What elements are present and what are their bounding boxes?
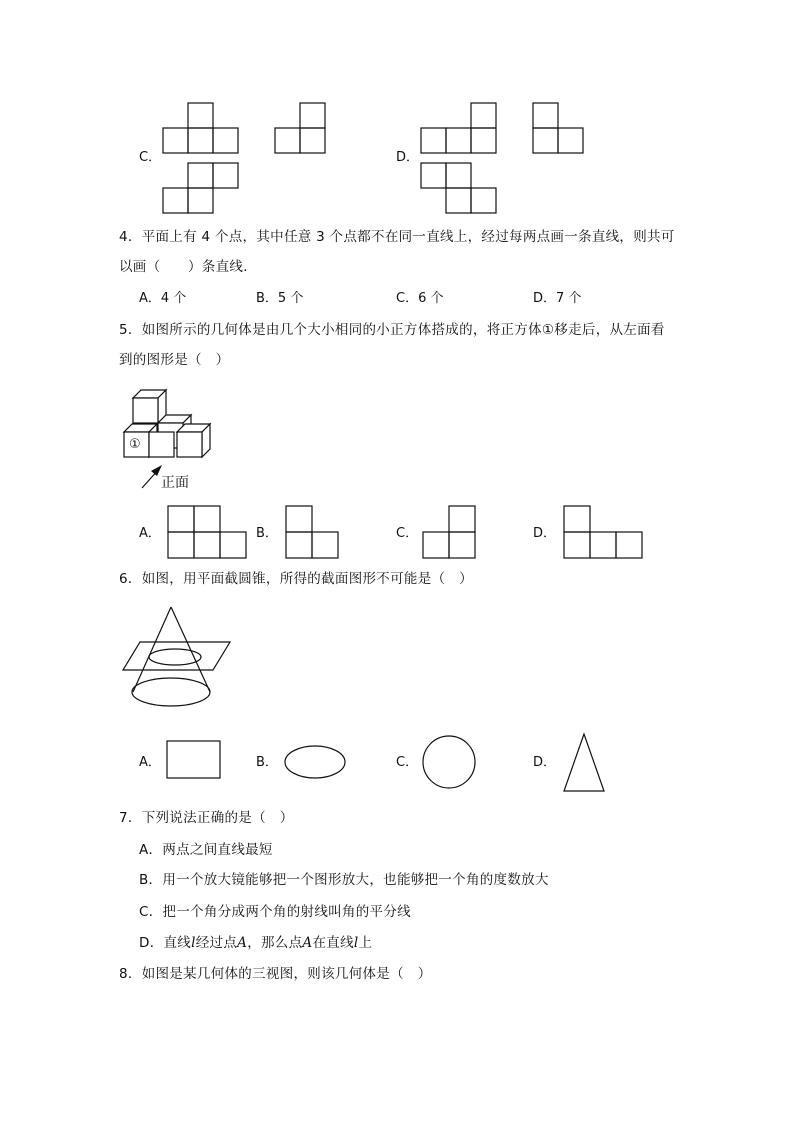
q6-option-c-label: C． bbox=[396, 755, 419, 770]
q7-stem: 7．下列说法正确的是（ ） bbox=[119, 810, 294, 826]
q3-option-d-label: D． bbox=[396, 150, 420, 165]
q6-stem: 6．如图，用平面截圆锥，所得的截面图形不可能是（ ） bbox=[119, 571, 473, 587]
q3-option-c-label: C． bbox=[139, 150, 162, 165]
q4-option-b: B．5 个 bbox=[256, 291, 304, 306]
q4-option-c: C．6 个 bbox=[396, 291, 444, 306]
q5-option-d-label: D． bbox=[533, 526, 557, 541]
q6-option-d-triangle bbox=[564, 734, 604, 791]
q6-option-b-label: B． bbox=[256, 755, 278, 770]
q6-option-a-label: A． bbox=[139, 755, 161, 770]
q6-option-c-circle bbox=[423, 736, 475, 788]
q5-front-label: 正面 bbox=[161, 475, 189, 491]
q5-option-a-label: A． bbox=[139, 526, 161, 541]
q5-stem-line2: 到的图形是（ ） bbox=[119, 352, 230, 368]
q5-option-b-label: B． bbox=[256, 526, 278, 541]
q7-option-d-part4: 在直线 bbox=[312, 935, 354, 951]
q7-option-d-point-symbol-1: A bbox=[237, 935, 248, 951]
q7-option-d-part1: D．直线 bbox=[139, 935, 192, 951]
q7-option-d-line-symbol-2: l bbox=[353, 935, 359, 951]
q8-stem: 8．如图是某几何体的三视图，则该几何体是（ ） bbox=[119, 966, 432, 982]
q5-option-c-label: C． bbox=[396, 526, 419, 541]
q5-stem-line1: 5．如图所示的几何体是由几个大小相同的小正方体搭成的，将正方体①移走后，从左面看 bbox=[119, 322, 665, 338]
q4-option-d: D．7 个 bbox=[533, 291, 582, 306]
q4-stem-line2: 以画（ ）条直线． bbox=[119, 259, 257, 275]
q5-cube-number-label: ① bbox=[129, 437, 141, 452]
q7-option-d-part2: 经过点 bbox=[195, 935, 238, 951]
q6-option-a-rectangle bbox=[167, 741, 220, 778]
q4-stem-line1: 4．平面上有 4 个点，其中任意 3 个点都不在同一直线上，经过每两点画一条直线，则共可 bbox=[119, 229, 675, 245]
q6-option-d-label: D． bbox=[533, 755, 557, 770]
q7-option-d-line-symbol-1: l bbox=[191, 935, 196, 951]
q7-option-a: A．两点之间直线最短 bbox=[139, 842, 273, 858]
q7-option-d-part5: 上 bbox=[358, 935, 373, 951]
q6-option-b-ellipse bbox=[285, 746, 345, 778]
q7-option-c: C．把一个角分成两个角的射线叫角的平分线 bbox=[139, 904, 411, 920]
q7-option-b: B．用一个放大镜能够把一个图形放大，也能够把一个角的度数放大 bbox=[139, 872, 549, 888]
q7-option-d-part3: ，那么点 bbox=[247, 935, 303, 951]
q7-option-d-point-symbol-2: A bbox=[302, 935, 313, 951]
q4-option-a: A．4 个 bbox=[139, 291, 187, 306]
q7-option-d bbox=[139, 937, 372, 951]
